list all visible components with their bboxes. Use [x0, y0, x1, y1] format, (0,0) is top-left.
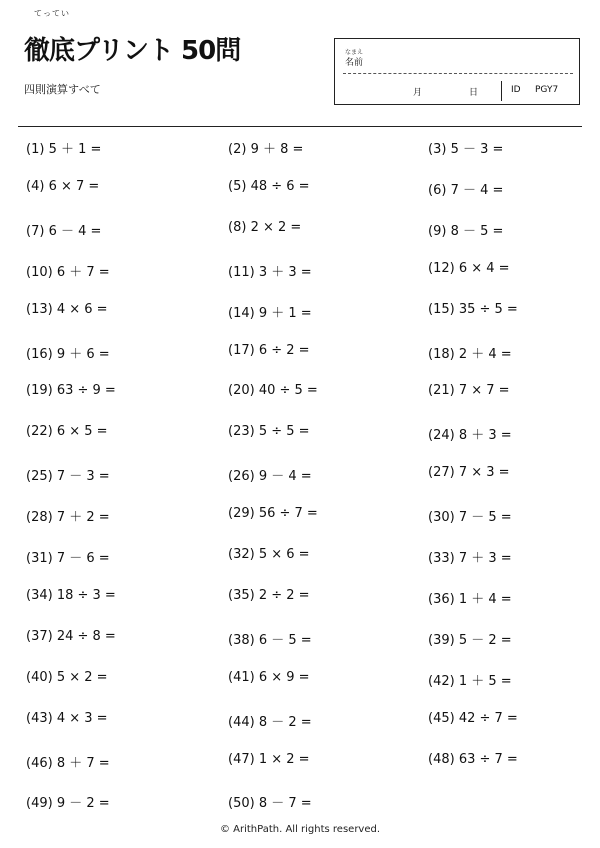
problem-expression: 6 × 5 =	[56, 424, 108, 440]
problem-item	[428, 343, 512, 362]
problem-expression: 6 × 7 =	[48, 178, 100, 194]
problem-number: (9)	[428, 223, 447, 239]
problem-expression: 7 － 3 =	[56, 469, 110, 485]
problem-item	[26, 261, 110, 280]
problem-item	[428, 506, 512, 525]
problem-expression: 2 ＋ 4 =	[458, 346, 512, 362]
problem-expression: 4 × 6 =	[56, 301, 108, 317]
problem-expression: 7 × 7 =	[458, 383, 510, 399]
problem-item	[228, 424, 310, 439]
problem-item	[26, 424, 108, 439]
problem-number: (36)	[428, 591, 455, 607]
problem-item	[428, 588, 512, 607]
id-code: PGY7	[535, 85, 559, 95]
problem-number: (46)	[26, 755, 53, 771]
problem-expression: 7 － 6 =	[56, 551, 110, 566]
problem-number: (17)	[228, 342, 255, 358]
problem-number: (38)	[228, 632, 255, 648]
header-divider	[18, 126, 582, 127]
problem-number: (18)	[428, 346, 455, 362]
problem-expression: 6 ＋ 7 =	[56, 264, 110, 280]
problem-item	[428, 752, 518, 767]
footer-copyright: © ArithPath. All rights reserved.	[219, 824, 381, 835]
problem-expression: 2 × 2 =	[250, 219, 302, 235]
problem-item	[26, 629, 116, 644]
problem-expression: 9 － 4 =	[258, 469, 312, 485]
problem-expression: 40 ÷ 5 =	[258, 383, 318, 399]
problem-expression: 6 － 5 =	[258, 632, 312, 648]
problem-item	[428, 547, 512, 566]
problem-expression: 5 ＋ 1 =	[48, 142, 102, 157]
problem-item	[428, 179, 503, 198]
problem-item	[228, 465, 312, 484]
problem-expression: 5 － 3 =	[450, 142, 504, 157]
problem-number: (26)	[228, 469, 255, 485]
problem-item	[228, 506, 318, 521]
problem-item	[228, 629, 312, 648]
problem-expression: 56 ÷ 7 =	[258, 506, 318, 522]
problem-item	[428, 465, 510, 480]
problem-number: (12)	[428, 260, 455, 276]
problem-item	[428, 138, 503, 157]
problem-expression: 1 × 2 =	[258, 751, 310, 767]
id-divider	[501, 81, 502, 101]
problem-item	[228, 711, 312, 730]
name-box	[334, 38, 580, 105]
problem-number: (16)	[26, 346, 53, 362]
problem-number: (29)	[228, 506, 255, 522]
problem-expression: 6 － 4 =	[48, 223, 102, 239]
problem-expression: 8 ＋ 7 =	[56, 755, 110, 771]
problem-number: (3)	[428, 142, 447, 157]
problem-number: (6)	[428, 182, 447, 198]
problem-number: (27)	[428, 465, 455, 481]
problem-item	[26, 138, 101, 157]
problem-number: (10)	[26, 264, 53, 280]
name-label: 名前	[345, 58, 364, 68]
problem-item	[428, 261, 510, 276]
problem-number: (39)	[428, 632, 455, 648]
problem-item	[26, 220, 101, 239]
problem-number: (43)	[26, 710, 53, 726]
problem-expression: 24 ÷ 8 =	[56, 628, 116, 644]
problem-number: (1)	[26, 142, 45, 157]
problem-number: (20)	[228, 383, 255, 399]
problem-number: (31)	[26, 551, 53, 566]
problem-number: (34)	[26, 587, 53, 603]
problem-item	[228, 792, 312, 811]
problem-expression: 7 ＋ 2 =	[56, 510, 110, 526]
problem-item	[228, 179, 310, 194]
problem-expression: 6 × 9 =	[258, 669, 310, 685]
problem-number: (11)	[228, 264, 255, 280]
problem-expression: 63 ÷ 7 =	[458, 751, 518, 767]
problem-number: (32)	[228, 547, 255, 562]
problem-number: (47)	[228, 751, 255, 767]
problem-expression: 9 ＋ 6 =	[56, 346, 110, 362]
problem-item	[26, 506, 110, 525]
problem-number: (40)	[26, 669, 53, 685]
problem-number: (48)	[428, 751, 455, 767]
problem-item	[428, 220, 503, 239]
problem-item	[228, 670, 310, 685]
name-ruby: なまえ	[345, 49, 364, 56]
problem-item	[26, 343, 110, 362]
problem-expression: 7 ＋ 3 =	[458, 551, 512, 566]
title-ruby: てってい	[34, 9, 70, 18]
problem-item	[26, 670, 108, 685]
problem-expression: 2 ÷ 2 =	[258, 587, 310, 603]
problem-item	[228, 302, 312, 321]
problem-expression: 8 － 2 =	[258, 714, 312, 730]
problem-number: (28)	[26, 510, 53, 526]
problem-item	[228, 383, 318, 398]
problem-number: (4)	[26, 178, 45, 194]
problem-number: (42)	[428, 673, 455, 689]
problem-expression: 35 ÷ 5 =	[458, 301, 518, 317]
problem-item	[26, 465, 110, 484]
problem-item	[26, 588, 116, 603]
problem-number: (41)	[228, 669, 255, 685]
problem-number: (2)	[228, 142, 247, 157]
problem-expression: 48 ÷ 6 =	[250, 178, 310, 194]
problem-expression: 7 × 3 =	[458, 465, 510, 481]
problem-item	[26, 383, 116, 398]
problem-number: (19)	[26, 383, 53, 399]
problem-expression: 5 － 2 =	[458, 632, 512, 648]
problem-expression: 5 × 2 =	[56, 669, 108, 685]
problem-expression: 6 ÷ 2 =	[258, 342, 310, 358]
problem-item	[228, 138, 303, 157]
problem-number: (49)	[26, 796, 53, 812]
problem-item	[228, 547, 310, 562]
problem-number: (7)	[26, 223, 45, 239]
problem-number: (8)	[228, 219, 247, 235]
problem-number: (33)	[428, 551, 455, 566]
id-label: ID	[511, 85, 521, 95]
month-label: 月	[413, 88, 423, 98]
problem-item	[26, 711, 108, 726]
problem-number: (24)	[428, 428, 455, 444]
problem-number: (37)	[26, 628, 53, 644]
problem-grid	[0, 138, 600, 818]
name-field[interactable]	[343, 73, 573, 74]
page-title: 徹底プリント 50問	[24, 36, 241, 66]
problem-number: (50)	[228, 796, 255, 812]
problem-expression: 63 ÷ 9 =	[56, 383, 116, 399]
problem-expression: 7 － 4 =	[450, 182, 504, 198]
problem-item	[428, 302, 518, 317]
problem-expression: 8 － 5 =	[450, 223, 504, 239]
problem-number: (14)	[228, 305, 255, 321]
problem-expression: 8 － 7 =	[258, 796, 312, 812]
problem-number: (22)	[26, 424, 53, 440]
problem-expression: 4 × 3 =	[56, 710, 108, 726]
problem-number: (13)	[26, 301, 53, 317]
problem-item	[228, 261, 312, 280]
problem-number: (23)	[228, 424, 255, 440]
problem-expression: 42 ÷ 7 =	[458, 710, 518, 726]
problem-item	[228, 343, 310, 358]
problem-number: (45)	[428, 710, 455, 726]
problem-item	[26, 179, 99, 194]
problem-item	[26, 752, 110, 771]
problem-item	[428, 670, 512, 689]
problem-expression: 18 ÷ 3 =	[56, 587, 116, 603]
problem-item	[428, 383, 510, 398]
problem-expression: 3 ＋ 3 =	[258, 264, 312, 280]
problem-item	[228, 220, 301, 235]
page-subtitle: 四則演算すべて	[24, 83, 101, 96]
day-label: 日	[469, 88, 479, 98]
problem-expression: 1 ＋ 4 =	[458, 591, 512, 607]
problem-number: (44)	[228, 714, 255, 730]
problem-expression: 6 × 4 =	[458, 260, 510, 276]
problem-expression: 9 ＋ 1 =	[258, 305, 312, 321]
problem-number: (21)	[428, 383, 455, 399]
problem-expression: 5 ÷ 5 =	[258, 424, 310, 440]
problem-number: (15)	[428, 301, 455, 317]
problem-expression: 8 ＋ 3 =	[458, 428, 512, 444]
problem-item	[428, 424, 512, 443]
problem-item	[26, 792, 110, 811]
problem-item	[428, 629, 512, 648]
problem-expression: 7 － 5 =	[458, 510, 512, 526]
problem-expression: 9 ＋ 8 =	[250, 142, 304, 157]
problem-expression: 9 － 2 =	[56, 796, 110, 812]
problem-item	[26, 547, 110, 566]
problem-expression: 5 × 6 =	[258, 547, 310, 562]
problem-number: (30)	[428, 510, 455, 526]
problem-number: (35)	[228, 587, 255, 603]
problem-number: (25)	[26, 469, 53, 485]
problem-expression: 1 ＋ 5 =	[458, 673, 512, 689]
problem-item	[26, 302, 108, 317]
problem-item	[428, 711, 518, 726]
problem-item	[228, 588, 310, 603]
problem-item	[228, 752, 310, 767]
problem-number: (5)	[228, 178, 247, 194]
